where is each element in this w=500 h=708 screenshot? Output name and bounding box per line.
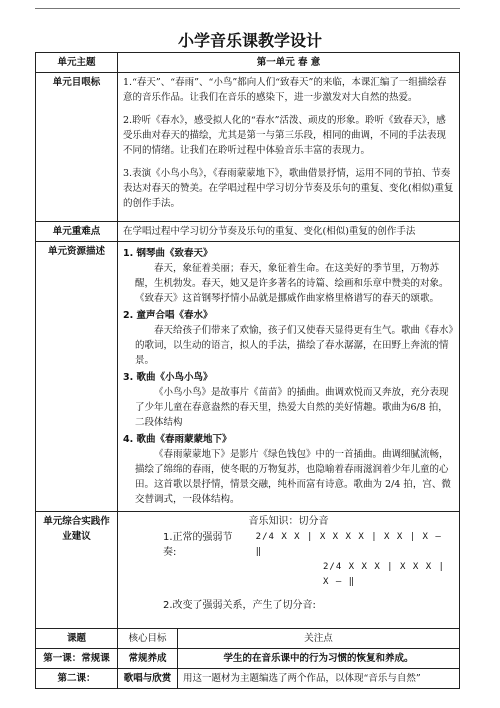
goal-item: 2.聆听《春水》，感受拟人化的“春水”活泼、顽皮的形象。聆听《致春天》，感受乐曲对春天的描绘，尤其是第一与第三乐段，相同的曲调，不同的手法表现不同的情绪。让我们在聆听过程中体验音乐丰富的表现力。 xyxy=(123,115,447,156)
lesson-header-topic: 课题 xyxy=(36,629,118,649)
resources-content xyxy=(118,242,460,512)
header-row xyxy=(36,53,460,73)
rhythm-syncopated-label: 2.改变了强弱关系，产生了切分音: xyxy=(163,599,316,611)
goals-row xyxy=(36,73,460,222)
resource-heading: 1. 钢琴曲《致春天》 xyxy=(123,248,213,259)
lesson-goal: 常规养成 xyxy=(118,649,178,669)
rhythm-syncopated xyxy=(163,595,454,615)
lesson-row xyxy=(36,649,460,669)
lesson-header-focus: 关注点 xyxy=(178,629,460,649)
lesson-header-goal: 核心目标 xyxy=(118,629,178,649)
lesson-row xyxy=(36,669,460,689)
resource-heading: 4. 歌曲《春雨蒙蒙地下》 xyxy=(123,434,232,445)
rhythm-normal xyxy=(163,532,454,558)
rhythm-syncopated-notation-row xyxy=(323,562,454,587)
lesson-topic: 第一课：常规课 xyxy=(36,649,118,669)
resource-body: 《春雨蒙蒙地下》是影片《绿色钱包》中的一首插曲。曲调细腻流畅，描绘了绵绵的春雨，使冬眠的万物复苏，也隐喻着春雨滋润着少年儿童的心田。这首歌以景抒情，情景交融，纯朴而富有诗意。歌曲为 2/4 拍，宫、微交替调式，一段体结构。 xyxy=(135,449,451,505)
goals-label: 单元目哏标 xyxy=(36,73,118,222)
practice-label: 单元综合实践作业建议 xyxy=(36,512,118,629)
resource-body: 春天给孩子们带来了欢愉，孩子们又使春天显得更有生气。歌曲《春水》的歌词，以生动的语言，拟人的手法，描绘了春水潺潺，在田野上奔流的情景。 xyxy=(135,325,454,366)
top-rule xyxy=(35,8,460,9)
rhythm-normal-label: 1.正常的强弱节奏: xyxy=(163,532,233,558)
practice-content xyxy=(118,512,460,629)
header-unit-name: 第一单元 春 意 xyxy=(118,53,460,73)
resource-heading: 2. 童声合唱《春水》 xyxy=(123,310,213,321)
resource-heading: 3. 歌曲《小鸟小鸟》 xyxy=(123,372,213,383)
lesson-topic: 第二课： xyxy=(36,669,118,689)
lesson-plan-table xyxy=(35,52,460,689)
keypoints-text: 在学唱过程中学习切分节奏及乐句的重复、变化(相似)重复的创作手法 xyxy=(118,222,460,242)
resources-row xyxy=(36,242,460,512)
header-unit-label: 单元主题 xyxy=(36,53,118,73)
rhythm-syncopated-notation: 2/4 X X X | X X X | X — ‖ xyxy=(323,562,445,587)
resources-label: 单元资源描述 xyxy=(36,242,118,512)
keypoints-label: 单元重难点 xyxy=(36,222,118,242)
rhythm-normal-notation: 2/4 X X | X X X X | X X | X — ‖ xyxy=(255,532,442,557)
goal-item: 1.“春天”、“春雨”、“小鸟”都向人们“致春天”的来临，本课汇编了一组描绘春意的音乐作品。让我们在音乐的感染下，进一步激发对大自然的热爱。 xyxy=(123,77,447,103)
goals-content xyxy=(118,73,460,222)
lesson-focus: 用这一题材为主题编选了两个作品，以体现“音乐与自然” xyxy=(178,669,460,689)
lesson-focus: 学生的在音乐课中的行为习惯的恢复和养成。 xyxy=(178,649,460,669)
goal-item: 3.表演《小鸟小鸟》，《春雨蒙蒙地下》，歌曲借景抒情，运用不同的节拍、节奏表达对春天的赞美。在学唱过程中学习切分节奏及乐句的重复、变化(相似)重复的创作手法。 xyxy=(123,168,454,209)
practice-title: 音乐知识：切分音 xyxy=(248,516,329,527)
resource-body: 春天，象征着美丽；春天，象征着生命。在这美好的季节里，万物苏醒，生机勃发。春天，她又是许多著名的诗篇、绘画和乐章中赞美的对象。《致春天》这首钢琴抒情小品就是挪威作曲家格里格谱写的春天的颂歌。 xyxy=(135,263,449,304)
keypoints-row xyxy=(36,222,460,242)
practice-row xyxy=(36,512,460,629)
resource-body: 《小鸟小鸟》是故事片《苗苗》的插曲。曲调欢悦而又奔放，充分表现了少年儿童在春意盎然的春天里，热爱大自然的美好情趣。歌曲为6/8 拍，二段体结构 xyxy=(135,387,449,428)
lesson-header-row xyxy=(36,629,460,649)
lesson-goal: 歌唱与欣赏 xyxy=(118,669,178,689)
page-title: 小学音乐课教学设计 xyxy=(177,31,322,50)
